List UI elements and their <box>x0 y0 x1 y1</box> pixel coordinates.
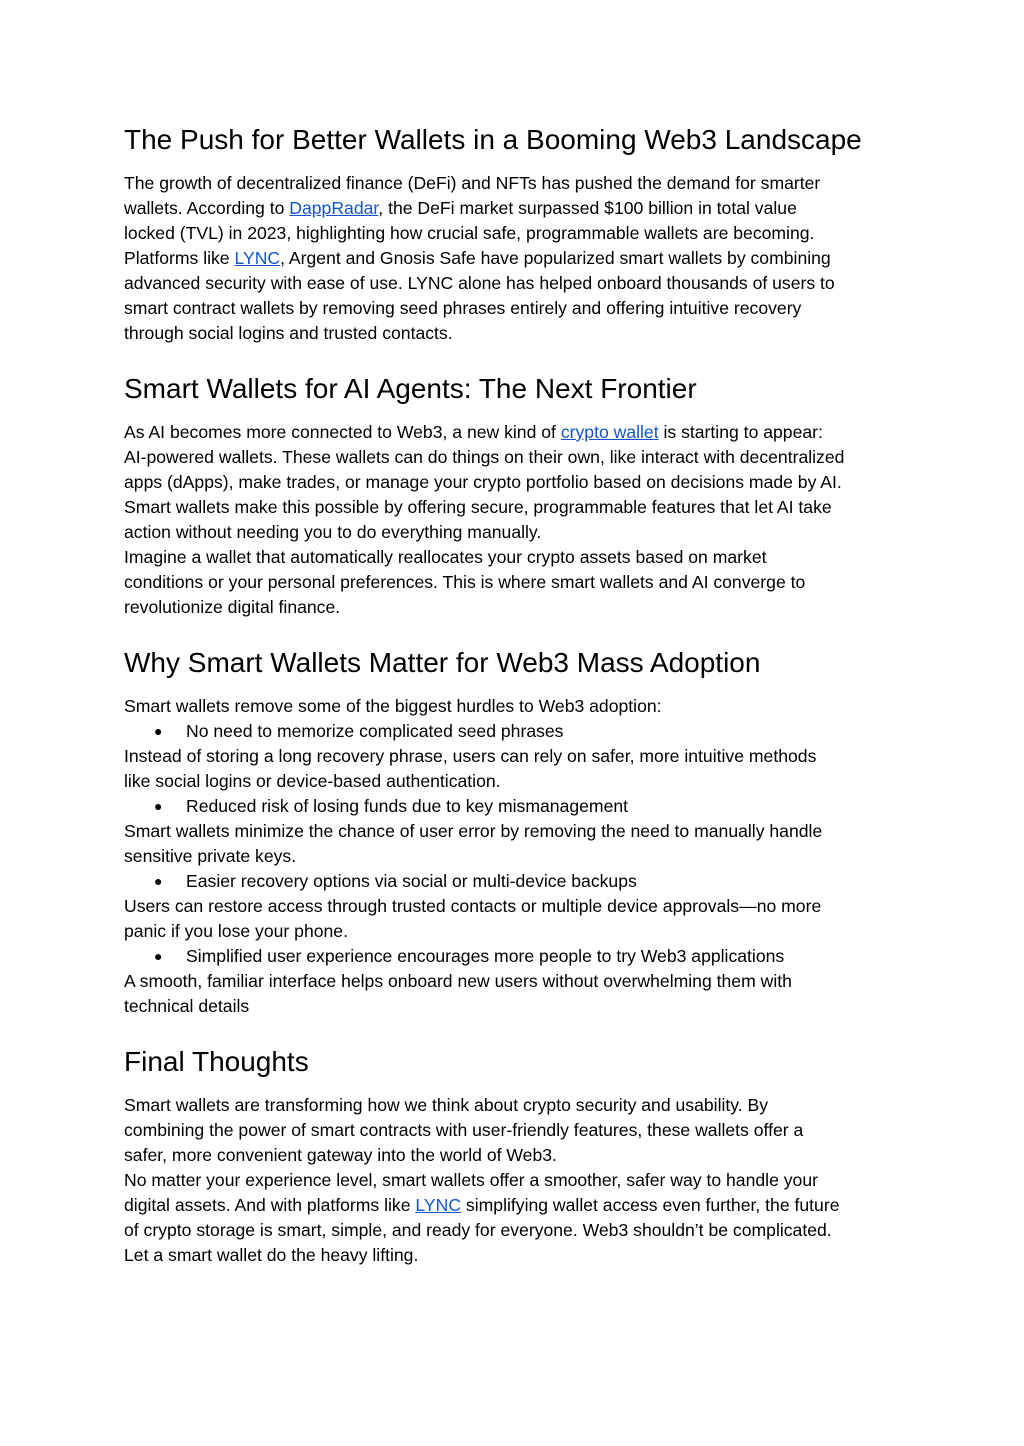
bullet-icon: ● <box>154 948 163 964</box>
paragraph-line: The growth of decentralized finance (DeFi) and NFTs has pushed the demand for smarter <box>124 173 821 193</box>
bullet-list <box>124 869 914 894</box>
section-heading: Why Smart Wallets Matter for Web3 Mass Adoption <box>124 647 761 678</box>
lync-link[interactable]: LYNC <box>415 1195 462 1215</box>
paragraph-line: apps (dApps), make trades, or manage your crypto portfolio based on decisions made by AI. <box>124 472 842 492</box>
paragraph-line: As AI becomes more connected to Web3, a new kind of crypto wallet is starting to appear: <box>124 422 823 442</box>
paragraph-line: Let a smart wallet do the heavy lifting. <box>124 1245 419 1265</box>
section-paragraph <box>124 171 914 346</box>
paragraph-line: No matter your experience level, smart wallets offer a smoother, safer way to handle your <box>124 1170 818 1190</box>
paragraph-line: locked (TVL) in 2023, highlighting how crucial safe, programmable wallets are becoming. <box>124 223 815 243</box>
paragraph-line: AI-powered wallets. These wallets can do things on their own, like interact with decentralized <box>124 447 845 467</box>
section-paragraph <box>124 1093 914 1168</box>
list-item: ● Easier recovery options via social or multi-device backups <box>124 869 914 894</box>
paragraph-line: Smart wallets minimize the chance of user error by removing the need to manually handle <box>124 821 823 841</box>
paragraph-line: combining the power of smart contracts with user-friendly features, these wallets offer a <box>124 1120 804 1140</box>
paragraph-line: advanced security with ease of use. LYNC alone has helped onboard thousands of users to <box>124 273 835 293</box>
bullet-list <box>124 944 914 969</box>
section-heading: Smart Wallets for AI Agents: The Next Frontier <box>124 373 697 404</box>
list-item: ● Reduced risk of losing funds due to key mismanagement <box>124 794 914 819</box>
paragraph-line: safer, more convenient gateway into the world of Web3. <box>124 1145 557 1165</box>
bullet-icon: ● <box>154 723 163 739</box>
paragraph-line: sensitive private keys. <box>124 846 297 866</box>
lync-link[interactable]: LYNC <box>234 248 281 268</box>
section-better-wallets <box>124 120 914 346</box>
paragraph-line: wallets. According to DappRadar, the DeFi market surpassed $100 billion in total value <box>124 198 797 218</box>
paragraph-line: Imagine a wallet that automatically reallocates your crypto assets based on market <box>124 547 767 567</box>
paragraph-line: Smart wallets make this possible by offering secure, programmable features that let AI take <box>124 497 832 517</box>
list-item: ● Simplified user experience encourages more people to try Web3 applications <box>124 944 914 969</box>
section-intro: Smart wallets remove some of the biggest hurdles to Web3 adoption: <box>124 696 662 716</box>
section-heading: Final Thoughts <box>124 1046 309 1077</box>
paragraph-line: through social logins and trusted contacts. <box>124 323 453 343</box>
section-heading: The Push for Better Wallets in a Booming Web3 Landscape <box>124 124 862 155</box>
section-paragraph <box>124 420 914 545</box>
section-final-thoughts <box>124 1042 914 1268</box>
bullet-icon: ● <box>154 873 163 889</box>
paragraph-line: Instead of storing a long recovery phrase, users can rely on safer, more intuitive methods <box>124 746 817 766</box>
paragraph-line: of crypto storage is smart, simple, and ready for everyone. Web3 shouldn’t be complicated. <box>124 1220 832 1240</box>
document-page <box>124 120 914 1291</box>
paragraph-line: technical details <box>124 996 250 1016</box>
paragraph-line: smart contract wallets by removing seed phrases entirely and offering intuitive recovery <box>124 298 802 318</box>
bullet-list <box>124 719 914 744</box>
section-paragraph <box>124 545 914 620</box>
bullet-list <box>124 794 914 819</box>
bullet-icon: ● <box>154 798 163 814</box>
paragraph-line: action without needing you to do everything manually. <box>124 522 542 542</box>
paragraph-line: digital assets. And with platforms like LYNC simplifying wallet access even further, the future <box>124 1195 840 1215</box>
dappradar-link[interactable]: DappRadar <box>289 198 379 218</box>
crypto-wallet-link[interactable]: crypto wallet <box>560 422 659 442</box>
section-mass-adoption <box>124 643 914 1019</box>
paragraph-line: conditions or your personal preferences. This is where smart wallets and AI converge to <box>124 572 806 592</box>
paragraph-line: Users can restore access through trusted contacts or multiple device approvals—no more <box>124 896 822 916</box>
paragraph-line: Platforms like LYNC, Argent and Gnosis Safe have popularized smart wallets by combining <box>124 248 831 268</box>
paragraph-line: Smart wallets are transforming how we think about crypto security and usability. By <box>124 1095 769 1115</box>
paragraph-line: A smooth, familiar interface helps onboard new users without overwhelming them with <box>124 971 792 991</box>
paragraph-line: revolutionize digital finance. <box>124 597 341 617</box>
paragraph-line: like social logins or device-based authentication. <box>124 771 501 791</box>
section-paragraph <box>124 1168 914 1268</box>
paragraph-line: panic if you lose your phone. <box>124 921 348 941</box>
list-item: ● No need to memorize complicated seed phrases <box>124 719 914 744</box>
section-ai-agents <box>124 369 914 620</box>
